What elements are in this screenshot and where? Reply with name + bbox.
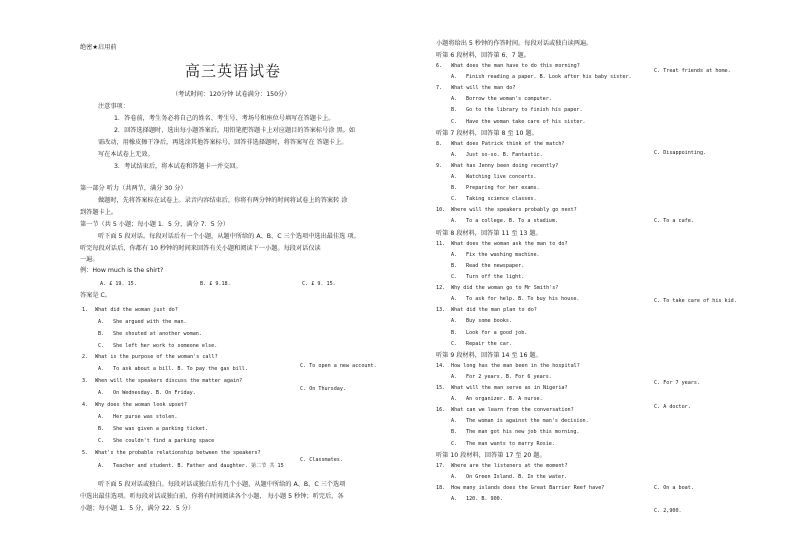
option-text: Buy some books. xyxy=(466,318,513,324)
option-text: Look for a good job. xyxy=(466,330,528,336)
option-text: To a college. B. To a stadium. xyxy=(466,218,559,224)
option-text: On Wednesday. B. On Friday. xyxy=(113,390,196,396)
part1-intro-2: 到答题卡上。 xyxy=(80,209,118,216)
option-text: Fix the washing machine. xyxy=(466,252,540,258)
question-number: 8. xyxy=(436,141,443,147)
section1-intro-1: 听下面 5 段对话。每段对话后有一个小题，从题中所给的 A、B、C 三个选项中选出最佳选 项。 xyxy=(98,233,360,240)
option-letter: A. xyxy=(451,74,458,80)
question-text: What will the man serve as in Nigeria? xyxy=(451,385,568,391)
option-letter: C. xyxy=(451,274,458,280)
option-letter: B. xyxy=(451,263,458,269)
question-text: Why did the woman go to Mr Smith's? xyxy=(451,285,559,291)
option-letter: A. xyxy=(98,414,105,420)
option-letter: A. xyxy=(98,463,105,469)
question-number: 2. xyxy=(82,354,89,360)
section1-intro-2: 听完每段对话后，你都有 10 秒钟的时间来回答有关小题和阅读下一小题。每段对话仅读 xyxy=(80,245,321,252)
option-letter: C. xyxy=(451,119,458,125)
q14-option-c: C. For 7 years. xyxy=(654,380,701,386)
option-letter: C. xyxy=(98,343,105,349)
option-letter: A. xyxy=(98,366,105,372)
note-3: 3．考试结束后，将本试卷和答题卡一并交回。 xyxy=(114,163,242,170)
question-text: When will the speakers discuss the matter again? xyxy=(95,378,243,384)
q8-option-c: C. Disappointing. xyxy=(654,150,707,156)
q12-option-c: C. To take care of his kid. xyxy=(654,298,737,304)
example-option-c: C. £ 9. 15. xyxy=(302,281,336,287)
section2-intro-3: 小题；每小题 1．5 分，满分 22．5 分） xyxy=(80,505,195,512)
question-text: How many islands does the Great Barrier Reef have? xyxy=(451,485,605,491)
option-text: Turn off the light. xyxy=(466,274,525,280)
q6-option-c: C. Treat friends at home. xyxy=(654,68,731,74)
option-text: The man wants to marry Rosie. xyxy=(466,441,555,447)
question-text: What does the man have to do this morning? xyxy=(451,63,580,69)
option-text: Finish reading a paper. B. Look after his baby sister. xyxy=(466,74,632,80)
option-text: Just so-so. B. Fantastic. xyxy=(466,152,543,158)
option-text: The man got his new job this morning. xyxy=(466,429,580,435)
question-text: Where are the listeners at the moment? xyxy=(451,463,568,469)
option-text: On Green Island. B. In the water. xyxy=(466,474,568,480)
option-letter: A. xyxy=(451,296,458,302)
option-letter: A. xyxy=(451,418,458,424)
q17-option-c: C. On a boat. xyxy=(654,485,694,491)
q15-option-c: C. A doctor. xyxy=(654,404,691,410)
option-letter: B. xyxy=(98,426,105,432)
question-text: What can we learn from the conversation? xyxy=(451,407,574,413)
option-letter: C. xyxy=(451,341,458,347)
option-text: Her purse was stolen. xyxy=(113,414,178,420)
question-number: 6. xyxy=(436,63,443,69)
question-text: What's the probable relationship between the speakers? xyxy=(95,450,261,456)
option-letter: A. xyxy=(451,96,458,102)
section1-intro-3: 一遍。 xyxy=(80,256,99,263)
option-letter: C. xyxy=(451,196,458,202)
section2-intro-2: 中选出最佳选项。听每段对话或独白前，你将有时间阅读各个小题， 每小题 5 秒钟；听完后，各 xyxy=(80,493,344,500)
secret-label: 绝密★启用前 xyxy=(80,44,117,51)
page-title: 高三英语试卷 xyxy=(185,62,282,80)
note-1: 1．答卷前，考生务必将自己的姓名、考生号、考场号和座位号填写在答题卡上。 xyxy=(114,115,335,122)
option-text: She was given a parking ticket. xyxy=(113,426,209,432)
option-text: She argued with the man. xyxy=(113,319,187,325)
right-top-line: 小题将给出 5 秒钟的作答时间。每段对话或独白读两遍。 xyxy=(436,40,593,47)
note-2: 2．回答选择题时，选出每小题答案后，用铅笔把答题卡上对应题目的答案标号涂 黑。如 xyxy=(114,127,356,134)
option-letter: C. xyxy=(98,438,105,444)
option-letter: A. xyxy=(451,252,458,258)
material-heading-text: 听第 7 段材料，回答第 8 至 10 题。 xyxy=(436,130,538,137)
example-question: 例：How much is the shirt? xyxy=(80,267,164,274)
exam-info: （考试时间：120分钟 试卷满分：150分） xyxy=(172,91,291,98)
question-number: 17. xyxy=(436,463,446,469)
option-text: Preparing for her exams. xyxy=(466,185,540,191)
question-number: 4. xyxy=(82,402,89,408)
notes-heading: 注意事项： xyxy=(98,103,129,110)
question-number: 5. xyxy=(82,450,89,456)
option-text: An organizer. B. A nurse. xyxy=(466,396,543,402)
question-text: Why does the woman look upset? xyxy=(95,402,188,408)
example-answer: 答案是 C。 xyxy=(80,292,112,299)
option-letter: A. xyxy=(98,319,105,325)
material-heading-text: 听第 6 段材料，回答第 6、7 题。 xyxy=(436,52,530,59)
option-text: The woman is against the man's decision. xyxy=(466,418,589,424)
option-letter: A. xyxy=(451,396,458,402)
option-letter: A. xyxy=(451,374,458,380)
option-letter: A. xyxy=(451,152,458,158)
option-text: Have the woman take care of his sister. xyxy=(466,119,586,125)
question-number: 7. xyxy=(436,85,443,91)
question-text: What does the woman ask the man to do? xyxy=(451,241,568,247)
question-text: What did the woman just do? xyxy=(95,307,178,313)
option-text: Taking science classes. xyxy=(466,196,537,202)
q3-option-c: C. On Thursday. xyxy=(300,386,347,392)
question-number: 11. xyxy=(436,241,446,247)
example-option-a: A. £ 19. 15. xyxy=(100,281,137,287)
option-text: Borrow the woman's computer. xyxy=(466,96,552,102)
q5-option-c: C. Classmates. xyxy=(300,457,343,463)
option-text: She couldn't find a parking space xyxy=(113,438,215,444)
question-number: 14. xyxy=(436,363,446,369)
option-text: To ask about a bill. B. To pay the gas bill. xyxy=(113,366,248,372)
option-text: Teacher and student. B. Father and daughter. 第二节 共 15 xyxy=(113,463,284,469)
question-number: 16. xyxy=(436,407,446,413)
option-letter: C. xyxy=(451,441,458,447)
question-text: What is the purpose of the woman's call? xyxy=(95,354,218,360)
option-text: Watching live concerts. xyxy=(466,174,537,180)
option-letter: B. xyxy=(451,107,458,113)
option-letter: A. xyxy=(98,390,105,396)
material-heading-text: 听第 9 段材料，回答第 14 至 16 题。 xyxy=(436,352,542,359)
question-number: 1. xyxy=(82,307,89,313)
option-text: Repair the car. xyxy=(466,341,513,347)
question-number: 15. xyxy=(436,385,446,391)
option-text: 120. B. 900. xyxy=(466,496,503,502)
question-number: 10. xyxy=(436,207,446,213)
option-text: She left her work to someone else. xyxy=(113,343,218,349)
option-text: Read the newspaper. xyxy=(466,263,525,269)
question-text: What does Patrick think of the match? xyxy=(451,141,565,147)
question-text: What did the man plan to do? xyxy=(451,307,537,313)
question-number: 18. xyxy=(436,485,446,491)
option-letter: A. xyxy=(451,496,458,502)
question-text: What will the man do? xyxy=(451,85,516,91)
question-text: How long has the man been in the hospital? xyxy=(451,363,580,369)
question-number: 3. xyxy=(82,378,89,384)
question-text: Where will the speakers probably go next? xyxy=(451,207,577,213)
note-2-cont: 需改动，用橡皮擦干净后，再选涂其他答案标号。回答非选择题时，将答案写在 答题卡上。 xyxy=(98,139,348,146)
option-letter: B. xyxy=(451,429,458,435)
option-letter: A. xyxy=(451,318,458,324)
section1-heading: 第一节（共 5 小题；每小题 1．5 分，满分 7．5 分） xyxy=(80,221,230,228)
option-text: For 2 years. B. For 6 years. xyxy=(466,374,552,380)
question-number: 13. xyxy=(436,307,446,313)
q10-option-c: C. To a cafe. xyxy=(654,218,694,224)
option-letter: B. xyxy=(451,185,458,191)
question-number: 9. xyxy=(436,163,443,169)
option-letter: B. xyxy=(451,330,458,336)
example-option-b: B. £ 9.18. xyxy=(200,281,231,287)
note-2-end: 写在本试卷上无效。 xyxy=(98,151,154,158)
option-text: To ask for help. B. To buy his house. xyxy=(466,296,580,302)
option-letter: A. xyxy=(451,174,458,180)
option-letter: A. xyxy=(451,218,458,224)
part1-intro-1: 做题时，先将答案标在试卷上。录音内容结束后，你将有两分钟的时间将试卷上的答案转 涂 xyxy=(98,197,348,204)
section2-intro-1: 听下面 5 段对话或独白。每段对话或独白后有几个小题，从题中所给的 A、B、C 三个选项 xyxy=(98,481,346,488)
option-text: Go to the library to finish his paper. xyxy=(466,107,583,113)
part1-heading: 第一部分 听力（共两节，满分 30 分） xyxy=(80,185,187,192)
question-text: What has Jenny been doing recently? xyxy=(451,163,559,169)
material-heading-text: 听第 10 段材料，回答第 17 至 20 题。 xyxy=(436,452,546,459)
option-text: She shouted at another woman. xyxy=(113,331,202,337)
option-letter: B. xyxy=(98,331,105,337)
question-number: 12. xyxy=(436,285,446,291)
option-letter: A. xyxy=(451,474,458,480)
q18-option-c: C. 2,900. xyxy=(654,508,682,514)
material-heading-text: 听第 8 段材料，回答第 11 至 13 题。 xyxy=(436,230,542,237)
q2-option-c: C. To open a new account. xyxy=(300,363,377,369)
